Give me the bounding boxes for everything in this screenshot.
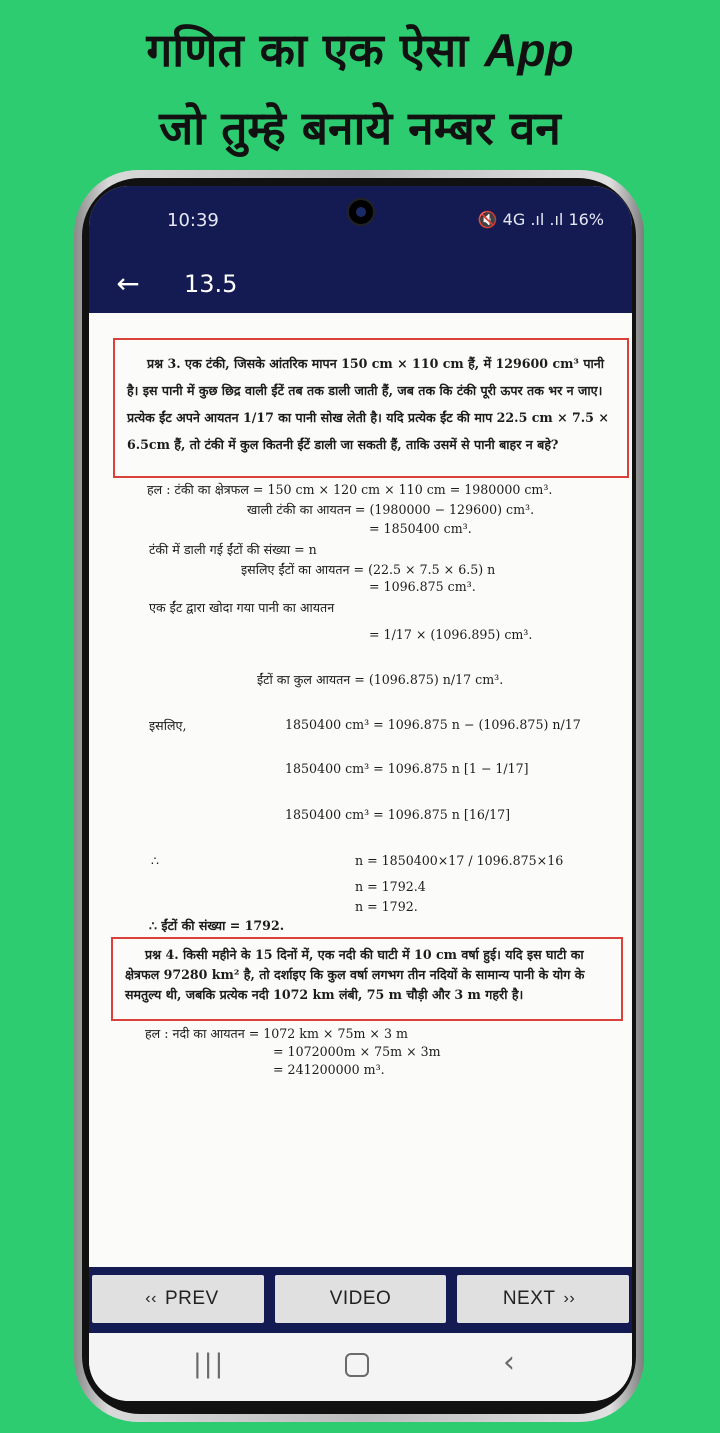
chevron-left-icon: ‹‹	[145, 1290, 157, 1307]
status-time: 10:39	[167, 210, 219, 231]
video-button-label: VIDEO	[329, 1288, 392, 1309]
promo-headline-line2: जो तुम्हे बनाये नम्बर वन	[159, 101, 561, 155]
system-navigation-bar	[89, 1333, 632, 1401]
status-bar	[89, 186, 632, 256]
solution-line: 1850400 cm³ = 1096.875 n − (1096.875) n/17	[285, 717, 581, 732]
front-camera-icon	[347, 198, 375, 226]
solution-line: = 241200000 m³.	[273, 1062, 385, 1077]
solution-line: = 1/17 × (1096.895) cm³.	[369, 627, 533, 642]
prev-button[interactable]	[92, 1275, 264, 1323]
solution-line: = 1096.875 cm³.	[369, 579, 476, 594]
solution-line: = 1072000m × 75m × 3m	[273, 1044, 441, 1059]
status-icons: 🔇 4G .ıl .ıl 16%	[477, 210, 604, 229]
solution-line: n = 1792.	[355, 899, 418, 914]
solution-line: ∴	[151, 853, 160, 868]
promo-headline-line1	[0, 20, 720, 80]
solution-page-image	[89, 313, 632, 1267]
solution-line: इसलिए ईंटों का आयतन = (22.5 × 7.5 × 6.5) n	[241, 562, 496, 577]
solution-line: 1850400 cm³ = 1096.875 n [16/17]	[285, 807, 511, 822]
solution-line: = 1850400 cm³.	[369, 521, 472, 536]
solution-line: इसलिए,	[149, 718, 187, 733]
question-4-box: प्रश्न 4. किसी महीने के 15 दिनों में, एक नदी की घाटी में 10 cm वर्षा हुई। यदि इस घाटी का क्षेत्रफल 97280 km² है, तो दर्शाइए कि कुल वर्षा लगभग तीन नदियों के सामान्य पानी के योग के समतुल्य थी, जबकि प्रत्येक नदी 1072 km लंबी, 75 m चौड़ी और 3 m गहरी है।	[111, 937, 623, 1021]
prev-button-label: PREV	[164, 1288, 219, 1309]
next-button[interactable]	[457, 1275, 629, 1323]
solution-line: ∴ ईंटों की संख्या = 1792.	[149, 918, 285, 933]
solution-line: हल : टंकी का क्षेत्रफल = 150 cm × 120 cm × 110 cm = 1980000 cm³.	[147, 482, 553, 497]
page-title: 13.5	[184, 270, 238, 298]
system-back-icon[interactable]: ‹	[503, 1345, 515, 1380]
solution-line: खाली टंकी का आयतन = (1980000 − 129600) cm³.	[247, 502, 535, 517]
video-button[interactable]	[275, 1275, 446, 1323]
home-icon[interactable]	[345, 1353, 369, 1377]
solution-line: टंकी में डाली गई ईंटों की संख्या = n	[149, 542, 317, 557]
solution-line: n = 1850400×17 / 1096.875×16	[355, 853, 564, 868]
bottom-navigation	[89, 1267, 632, 1333]
solution-line: n = 1792.4	[355, 879, 426, 894]
question-3-box: प्रश्न 3. एक टंकी, जिसके आंतरिक मापन 150 cm × 110 cm हैं, में 129600 cm³ पानी है। इस पानी में कुछ छिद्र वाली ईंटें तब तक डाली जाती हैं, जब तक कि टंकी पूरी ऊपर तक भर न जाए। प्रत्येक ईंट अपने आयतन 1/17 का पानी सोख लेती है। यदि प्रत्येक ईंट की माप 22.5 cm × 7.5 × 6.5cm हैं, तो टंकी में कुल कितनी ईंटें डाली जा सकती हैं, ताकि उसमें से पानी बाहर न बहे?	[113, 338, 629, 478]
chevron-right-icon: ››	[563, 1290, 576, 1307]
promo-headline-hindi: गणित का एक ऐसा	[146, 23, 485, 77]
solution-line: 1850400 cm³ = 1096.875 n [1 − 1/17]	[285, 761, 529, 776]
solution-line: एक ईंट द्वारा खोदा गया पानी का आयतन	[149, 600, 335, 615]
solution-line: हल : नदी का आयतन = 1072 km × 75m × 3 m	[145, 1026, 408, 1041]
phone-screen	[89, 186, 632, 1401]
promo-headline-app: App	[484, 24, 574, 76]
app-bar	[89, 256, 632, 313]
next-button-label: NEXT	[502, 1288, 556, 1309]
recent-apps-icon[interactable]: |||	[193, 1349, 226, 1379]
solution-line: ईंटों का कुल आयतन = (1096.875) n/17 cm³.	[257, 672, 504, 687]
back-arrow-icon[interactable]: ←	[116, 267, 140, 300]
